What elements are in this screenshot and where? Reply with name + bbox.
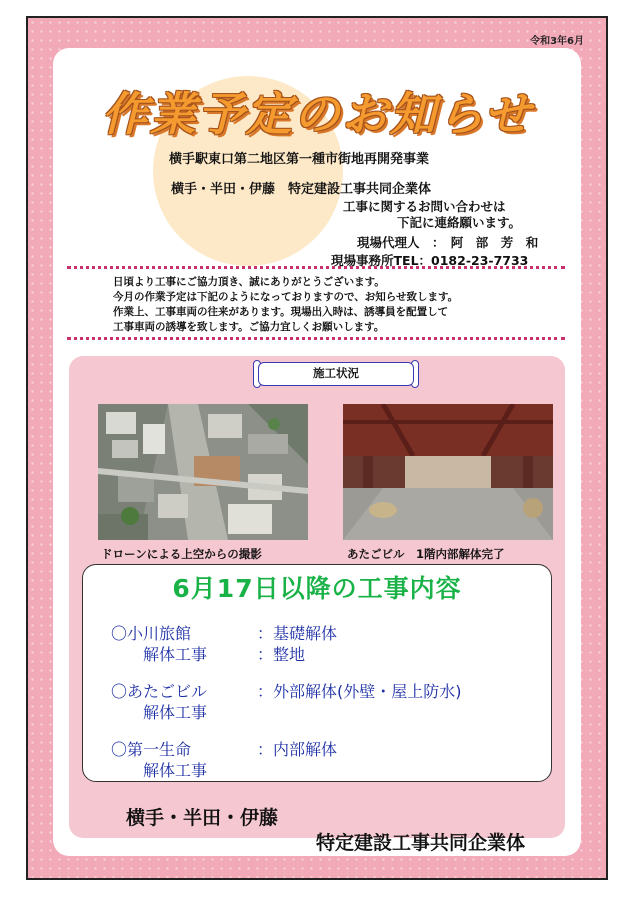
site-name: 〇小川旅館 [111,624,192,643]
building-interior-photo [343,404,553,540]
work-type: 解体工事 [143,645,208,664]
aerial-city-photo [98,404,308,540]
greeting-line: 今月の作業予定は下記のようになっておりますので、お知らせ致します。 [113,291,459,303]
site-name: 〇第一生命 [111,740,192,759]
greeting-line: 工事車両の誘導を致します。ご協力宜しくお願いします。 [113,321,385,333]
site-agent: 現場代理人 ： 阿 部 芳 和 [357,235,539,250]
work-content-title: 6月17日以降の工事内容 [172,574,462,603]
dotted-divider-top [67,266,565,269]
notice-title: 作業予定のお知らせ [101,87,533,141]
greeting-text [113,275,458,335]
jv-name: 横手・半田・伊藤 特定建設工事共同企業体 [171,182,432,197]
site-name: 〇あたごビル [111,682,208,701]
work-task: ：基礎解体 [257,624,338,643]
greeting-line: 日頃より工事にご協力頂き、誠にありがとうございます。 [113,276,385,288]
work-task: ：内部解体 [257,740,338,759]
footer-company-line-1: 横手・半田・伊藤 [126,807,279,829]
photo-caption: ドローンによる上空からの撮影 [101,547,262,561]
work-task: ：外部解体(外壁・屋上防水) [257,682,462,701]
inquiry-line-1: 工事に関するお問い合わせは [343,199,506,214]
site-office-phone: 現場事務所TEL：0182-23-7733 [331,253,529,268]
footer-company-line-2: 特定建設工事共同企業体 [316,832,526,854]
photo-caption: あたごビル 1階内部解体完了 [347,547,505,561]
greeting-line: 作業上、工事車両の往来があります。現場出入時は、誘導員を配置して [113,306,449,318]
notice-sheet [26,16,608,880]
issue-date: 令和3年6月 [530,36,584,47]
work-task: ：整地 [257,645,306,664]
work-content-box [82,564,552,782]
status-scroll-label: 施工状況 [258,362,414,386]
dotted-divider-bottom [67,337,565,340]
work-type: 解体工事 [143,761,208,780]
notice-panel [53,48,581,856]
project-name: 横手駅東口第二地区第一種市街地再開発事業 [169,152,430,167]
inquiry-line-2: 下記に連絡願います。 [397,215,522,230]
work-type: 解体工事 [143,703,208,722]
